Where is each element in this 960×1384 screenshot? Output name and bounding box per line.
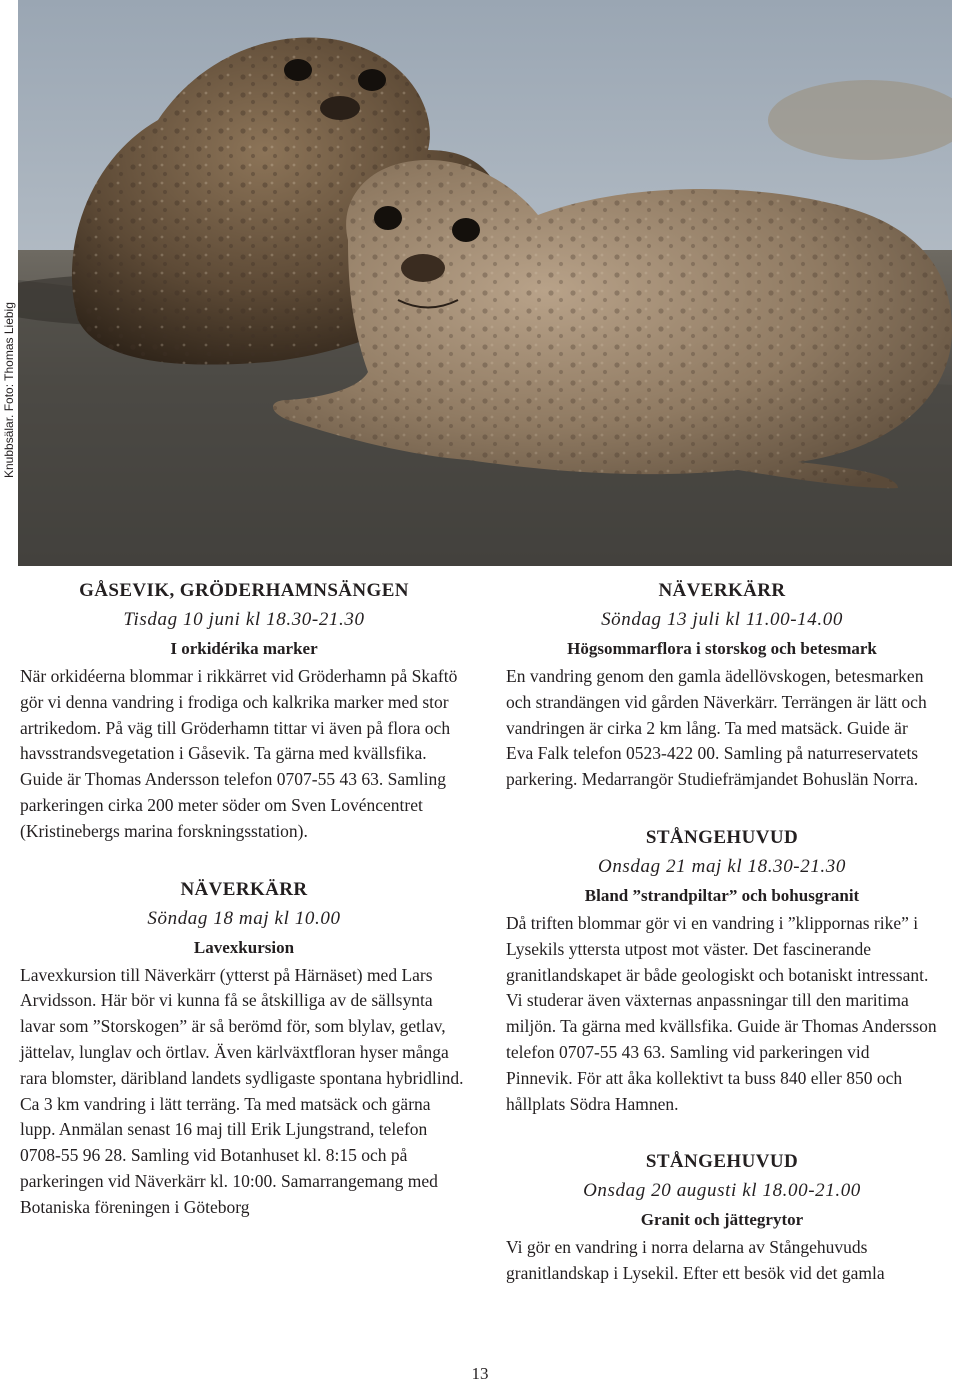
event-date: Söndag 18 maj kl 10.00 (147, 907, 341, 929)
event-heading: STÅNGEHUVUD (645, 826, 799, 848)
event-subtitle: Granit och jättegrytor (640, 1210, 804, 1230)
event-subtitle: Högsommarflora i storskog och betesmark (567, 639, 877, 658)
event-subtitle: Lavexkursion (193, 937, 295, 957)
right-column (506, 572, 938, 1313)
event-subtitle: I orkidérika marker (170, 639, 318, 658)
photo-credit: Knubbsälar. Foto: Thomas Liebig (2, 302, 16, 478)
event-heading: STÅNGEHUVUD (645, 1151, 799, 1173)
seal-photo (18, 0, 952, 566)
event-heading: NÄVERKÄRR (658, 580, 786, 601)
event-naverkarr-maj (20, 871, 468, 1221)
event-gasevik (20, 572, 468, 845)
left-column (20, 572, 468, 1247)
event-subtitle: Bland ”strandpiltar” och bohusgranit (584, 885, 860, 905)
event-heading: GÅSEVIK, GRÖDERHAMNSÄNGEN (79, 580, 409, 601)
page-number: 13 (471, 1364, 489, 1383)
event-stangehuvud-maj (506, 819, 938, 1117)
event-date: Onsdag 20 augusti kl 18.00-21.00 (583, 1180, 861, 1202)
event-date: Tisdag 10 juni kl 18.30-21.30 (123, 609, 365, 630)
event-description: Lavexkursion till Näverkärr (ytterst på Härnäset) med Lars Arvidsson. Här bör vi kunna få se åtskilliga av de sällsynta lavar som ”Storskogen” är så berömd för, som blylav, getlav, jättelav, lunglav och örtlav. Även kärlväxtfloran hyser många rara blomster, däribland landets sydligaste spontana hybridlind. Ca 3 km vandring i lätt terräng. Ta med matsäck och gärna lupp. Anmälan senast 16 maj till Erik Ljungstrand, telefon 0708-55 96 28. Samling vid Botanhuset kl. 8:15 och på parkeringen vid Näverkärr kl. 10:00. Samarrangemang med Botaniska föreningen i Göteborg (20, 964, 464, 1217)
event-stangehuvud-augusti (506, 1143, 938, 1287)
event-description: Vi gör en vandring i norra delarna av Stångehuvuds granitlandskap i Lysekil. Efter ett besök vid det gamla (506, 1237, 885, 1284)
event-naverkarr-juli (506, 572, 938, 793)
event-description: När orkidéerna blommar i rikkärret vid Gröderhamn på Skaftö gör vi denna vandring i frodiga och kalkrika marker med stor artrikedom. På väg till Gröderhamn tittar vi även på flora och havsstrandsvegetation i Gåsevik. Ta gärna med kvällsfika. Guide är Thomas Andersson telefon 0707-55 43 63. Samling parkeringen cirka 200 meter söder om Sven Lovéncentret (Kristinebergs marina forskningsstation). (20, 666, 458, 841)
event-heading: NÄVERKÄRR (180, 878, 308, 900)
event-description: Då triften blommar gör vi en vandring i ”klippornas rike” i Lysekils yttersta utpost mot väster. Det fascinerande granitlandskapet är både geologiskt och botaniskt intressant. Vi studerar även växternas anpassningar till den maritima miljön. Ta gärna med kvällsfika. Guide är Thomas Andersson telefon 0707-55 43 63. Samling vid parkeringen vid Pinnevik. För att åka kollektivt ta buss 840 eller 850 och hållplats Södra Hamnen. (506, 912, 937, 1114)
event-date: Onsdag 21 maj kl 18.30-21.30 (598, 855, 846, 877)
event-description: En vandring genom den gamla ädellövskogen, betesmarken och strandängen vid gården Näverkärr. Terrängen är lätt och vandringen är cirka 2 km lång. Ta med matsäck. Guide är Eva Falk telefon 0523-422 00. Samling på naturreservatets parkering. Medarrangör Studiefrämjandet Bohuslän Norra. (506, 666, 927, 790)
event-date: Söndag 13 juli kl 11.00-14.00 (601, 609, 843, 630)
seal-photo-illustration (18, 0, 952, 566)
